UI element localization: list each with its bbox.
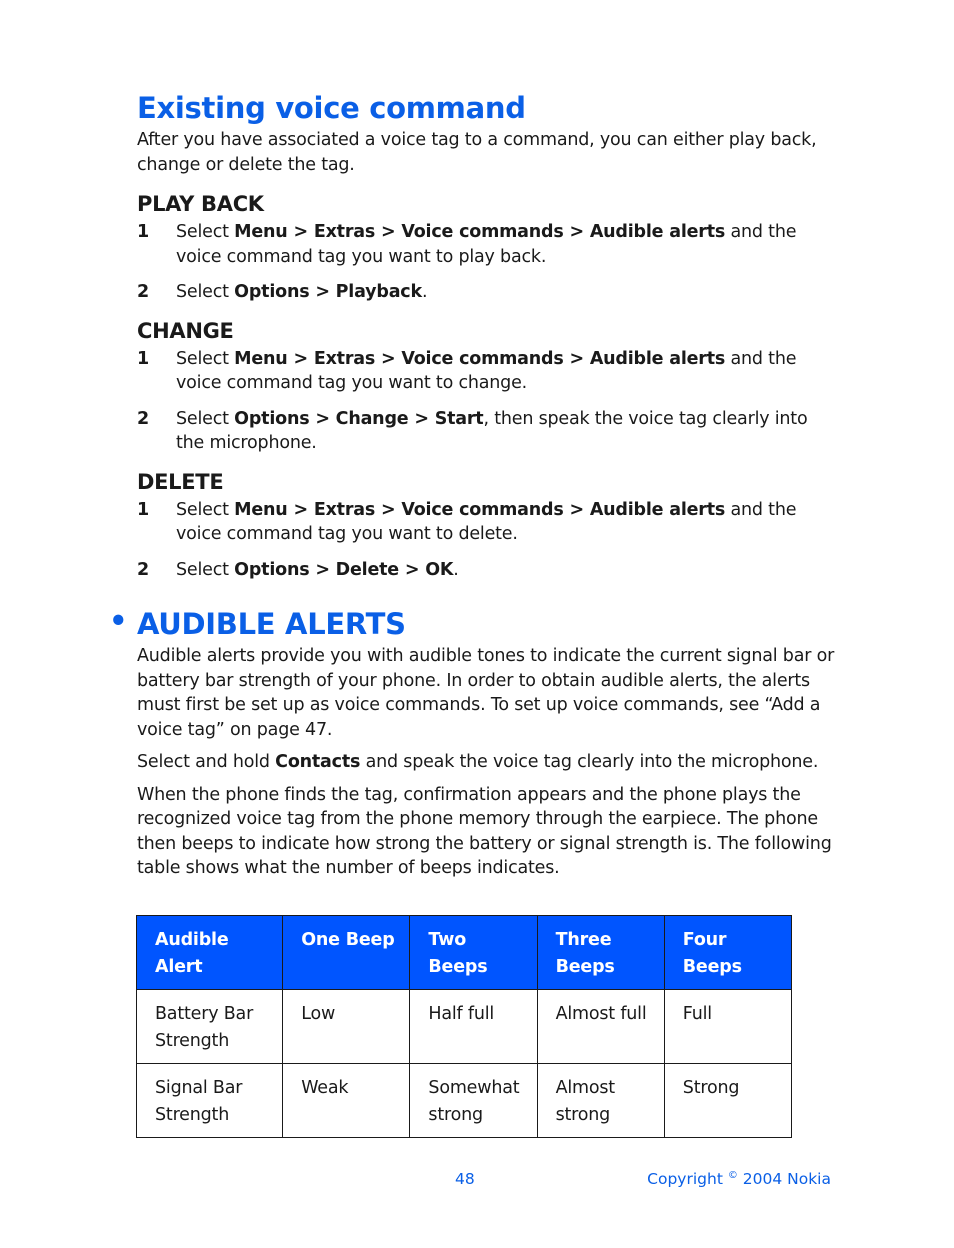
step-number: 2: [137, 559, 149, 580]
menu-path-item: OK: [425, 559, 454, 580]
text-fragment: and speak the voice tag clearly into the microphone.: [360, 752, 819, 772]
menu-path-item: Playback: [335, 282, 422, 302]
menu-path-separator: >: [375, 348, 402, 369]
copyright-symbol: ©: [727, 1170, 738, 1181]
menu-path-separator: >: [563, 499, 590, 520]
step: 1 Select Menu > Extras > Voice commands > Audible alerts and the voice command tag you want to change.: [137, 348, 797, 393]
menu-path-item: Voice commands: [401, 348, 564, 369]
menu-path-item: Extras: [313, 348, 376, 369]
table-header-row: [137, 916, 792, 990]
audible-alerts-paragraph: Audible alerts provide you with audible tones to indicate the current signal bar or battery bar strength of your phone. In order to obtain audible alerts, the alerts must first be set up as voice commands. To set up voice commands, see “Add a voice tag” on page 47.: [137, 646, 835, 740]
table-cell: Somewhat strong: [410, 1064, 537, 1138]
step: 2 Select Options > Delete > OK.: [137, 558, 837, 583]
table-row: [137, 990, 792, 1064]
table-cell: Signal Bar Strength: [137, 1064, 283, 1138]
step: 1 Select Menu > Extras > Voice commands > Audible alerts and the voice command tag you want to delete.: [137, 499, 797, 544]
menu-path-item: Audible alerts: [589, 348, 726, 369]
menu-path-separator: >: [563, 348, 590, 369]
menu-path-separator: >: [375, 222, 402, 242]
audible-alerts-table: [136, 915, 792, 1138]
step-number: 1: [137, 222, 149, 242]
page-number: 48: [455, 1170, 475, 1188]
beeps-paragraph: When the phone finds the tag, confirmation appears and the phone plays the recognized voice tag from the phone memory through the earpiece. The phone then beeps to indicate how strong the battery or signal strength is. The following table shows what the number of beeps indicates.: [137, 784, 832, 878]
bullet-icon: •: [109, 604, 128, 638]
section-title-audible-alerts: AUDIBLE ALERTS: [137, 607, 406, 641]
contacts-label: Contacts: [275, 752, 361, 772]
menu-path-item: Audible alerts: [589, 222, 726, 242]
subheading-play-back: PLAY BACK: [137, 192, 264, 216]
menu-path-item: Extras: [313, 499, 376, 520]
page-content: [109, 88, 837, 881]
step: 2 Select Options > Change > Start, then speak the voice tag clearly into the microphone.: [137, 408, 808, 453]
menu-path-item: Options: [234, 559, 310, 580]
change-steps: [137, 347, 837, 456]
menu-path-item: Options: [234, 408, 310, 429]
play-back-steps: [137, 220, 837, 305]
menu-path-separator: >: [287, 499, 314, 520]
table-cell: Low: [283, 990, 410, 1064]
menu-path-separator: >: [375, 499, 402, 520]
step-number: 2: [137, 282, 149, 302]
menu-path-item: Menu: [234, 222, 288, 242]
table-cell: Almost strong: [537, 1064, 664, 1138]
table-row: [137, 1064, 792, 1138]
menu-path-separator: >: [309, 559, 336, 580]
step-number: 1: [137, 499, 149, 520]
menu-path-item: Voice commands: [401, 499, 564, 520]
header-four-beeps: Four Beeps: [664, 916, 791, 990]
menu-path-item: Delete: [335, 559, 399, 580]
table-cell: Half full: [410, 990, 537, 1064]
menu-path-separator: >: [563, 222, 590, 242]
delete-steps: [137, 498, 837, 583]
table-cell: Battery Bar Strength: [137, 990, 283, 1064]
step-number: 2: [137, 408, 149, 429]
subheading-delete: DELETE: [137, 469, 224, 494]
text-fragment: Copyright: [647, 1170, 728, 1189]
copyright-notice: [647, 1170, 831, 1188]
step: 2 Select Options > Playback.: [137, 280, 837, 305]
step-number: 1: [137, 348, 149, 369]
header-three-beeps: Three Beeps: [537, 916, 664, 990]
subheading-change: CHANGE: [137, 318, 234, 343]
menu-path-item: Menu: [234, 348, 288, 369]
menu-path-separator: >: [287, 222, 314, 242]
header-audible-alert: Audible Alert: [137, 916, 283, 990]
menu-path-item: Change: [335, 408, 409, 429]
menu-path-separator: >: [398, 559, 426, 580]
menu-path-separator: >: [408, 408, 435, 429]
table-cell: Almost full: [537, 990, 664, 1064]
text-fragment: Select and hold: [137, 752, 276, 772]
menu-path-separator: >: [309, 408, 336, 429]
audible-alerts-heading: [109, 604, 837, 644]
menu-path-item: Voice commands: [401, 222, 564, 242]
table-cell: Strong: [664, 1064, 791, 1138]
step: 1 Select Menu > Extras > Voice commands > Audible alerts and the voice command tag you want to play back.: [137, 222, 797, 267]
menu-path-item: Start: [434, 408, 484, 429]
header-two-beeps: Two Beeps: [410, 916, 537, 990]
menu-path-separator: >: [309, 282, 336, 302]
header-one-beep: One Beep: [283, 916, 410, 990]
menu-path-item: Options: [234, 282, 310, 302]
menu-path-item: Audible alerts: [589, 499, 726, 520]
table-cell: Weak: [283, 1064, 410, 1138]
menu-path-separator: >: [287, 348, 314, 369]
menu-path-item: Extras: [313, 222, 376, 242]
section-title-existing-voice-command: Existing voice command: [137, 91, 526, 125]
table-cell: Full: [664, 990, 791, 1064]
text-fragment: 2004 Nokia: [737, 1170, 831, 1189]
menu-path-item: Menu: [234, 499, 288, 520]
contacts-paragraph: [137, 750, 837, 775]
intro-paragraph: After you have associated a voice tag to a command, you can either play back, change or delete the tag.: [137, 130, 817, 175]
